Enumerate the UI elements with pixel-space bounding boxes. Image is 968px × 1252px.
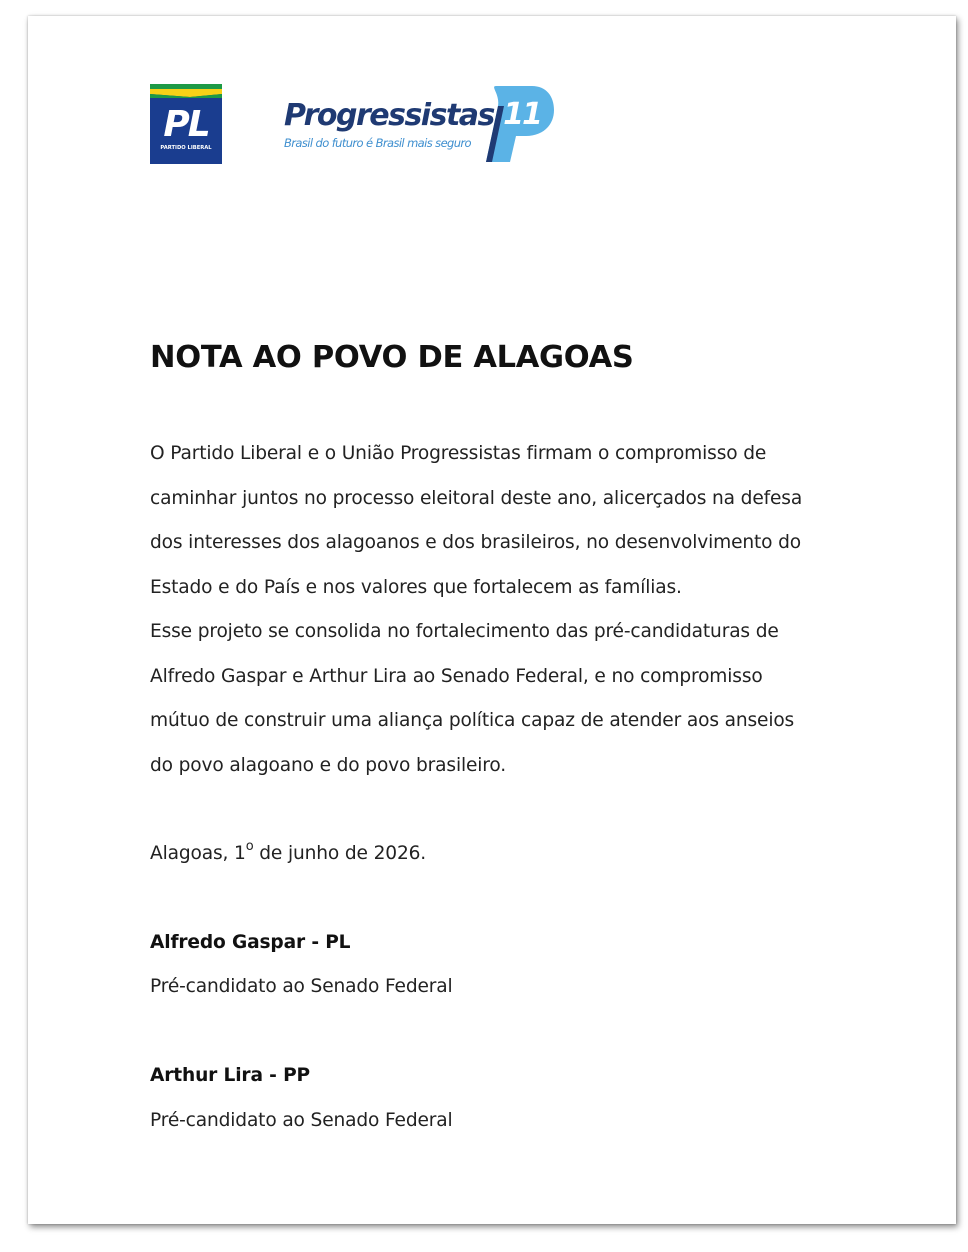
pl-logo-letters: PL (163, 104, 209, 145)
document-title: NOTA AO POVO DE ALAGOAS (150, 340, 634, 375)
date-ordinal: o (245, 838, 254, 854)
document-page (28, 16, 956, 1224)
body-line: O Partido Liberal e o União Progressistas firmam o compromisso de (150, 443, 767, 464)
body-line: Esse projeto se consolida no fortalecimento das pré-candidaturas de (150, 621, 779, 642)
body-line: mútuo de construir uma aliança política capaz de atender aos anseios (150, 710, 795, 731)
progressistas-party-logo (282, 84, 556, 164)
body-line: do povo alagoano e do povo brasileiro. (150, 755, 507, 776)
progressistas-wordmark: Progressistas (284, 98, 494, 133)
signatory-name: Alfredo Gaspar - PL (150, 932, 351, 953)
signatory-role: Pré-candidato ao Senado Federal (150, 1110, 453, 1131)
pl-logo-graphic (150, 84, 222, 164)
progressistas-number: 11 (503, 97, 541, 132)
body-line: caminhar juntos no processo eleitoral deste ano, alicerçados na defesa (150, 488, 803, 509)
body-line: Estado e do País e nos valores que fortalecem as famílias. (150, 577, 682, 598)
signatory-name: Arthur Lira - PP (150, 1065, 311, 1086)
pl-party-logo (150, 84, 222, 164)
progressistas-tagline: Brasil do futuro é Brasil mais seguro (284, 136, 471, 150)
body-line: Alfredo Gaspar e Arthur Lira ao Senado Federal, e no compromisso (150, 666, 763, 687)
signatory-role: Pré-candidato ao Senado Federal (150, 976, 453, 997)
progressistas-number-badge (482, 84, 556, 164)
body-line: dos interesses dos alagoanos e dos brasileiros, no desenvolvimento do (150, 532, 801, 553)
pl-logo-subtitle: PARTIDO LIBERAL (160, 145, 212, 151)
date-prefix: Alagoas, 1 (150, 843, 246, 864)
document-date (150, 838, 427, 864)
date-suffix: de junho de 2026. (253, 843, 427, 864)
